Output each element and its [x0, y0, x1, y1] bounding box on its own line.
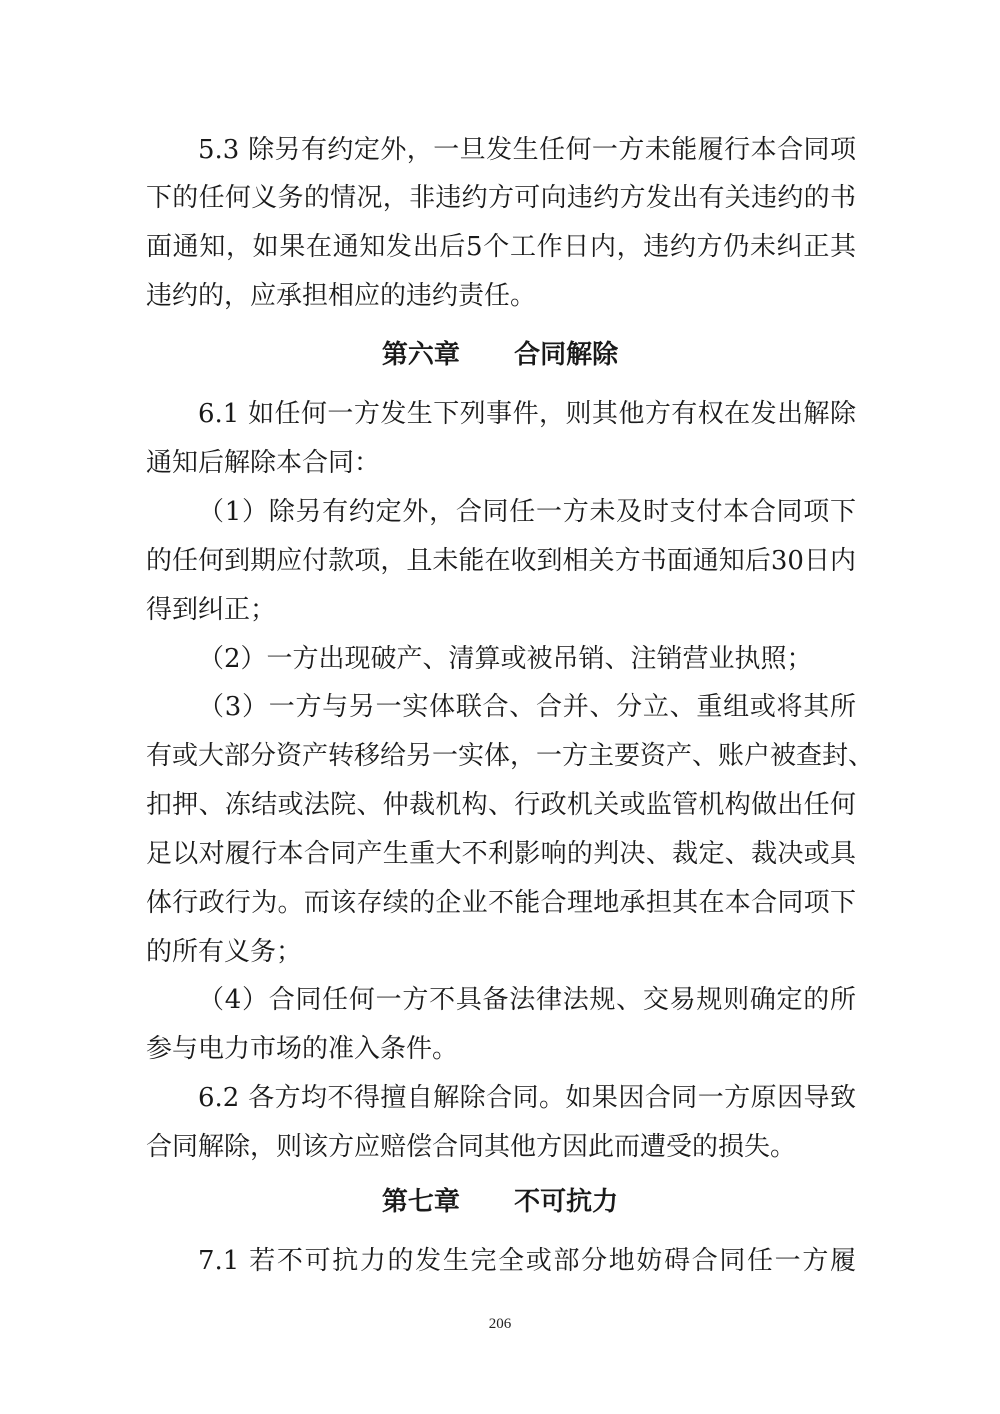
clause-5-3-line-3: 面通知，如果在通知发出后5个工作日内，违约方仍未纠正其 [146, 232, 856, 262]
clause-7-1-line-1: 7.1 若不可抗力的发生完全或部分地妨碍合同任一方履 [198, 1246, 856, 1276]
page-number: 206 [488, 1316, 512, 1332]
item-3-line-1: （3）一方与另一实体联合、合并、分立、重组或将其所 [198, 692, 856, 722]
item-4-line-2: 参与电力市场的准入条件。 [146, 1034, 459, 1064]
chapter-7-heading: 第七章 不可抗力 [381, 1187, 619, 1217]
clause-6-1-line-2: 通知后解除本合同： [146, 448, 381, 478]
item-3-line-6: 的所有义务； [146, 937, 303, 967]
clause-6-2-line-2: 合同解除，则该方应赔偿合同其他方因此而遭受的损失。 [146, 1132, 797, 1162]
clause-6-1-line-1: 6.1 如任何一方发生下列事件，则其他方有权在发出解除 [198, 399, 856, 429]
item-4-line-1: （4）合同任何一方不具备法律法规、交易规则确定的所 [198, 985, 856, 1015]
item-3-line-4: 足以对履行本合同产生重大不利影响的判决、裁定、裁决或具 [146, 839, 856, 869]
item-1-line-1: （1）除另有约定外，合同任一方未及时支付本合同项下 [198, 497, 856, 527]
clause-5-3-line-4: 违约的，应承担相应的违约责任。 [146, 281, 537, 311]
clause-5-3-line-1: 5.3 除另有约定外，一旦发生任何一方未能履行本合同项 [198, 135, 856, 165]
clause-6-2-line-1: 6.2 各方均不得擅自解除合同。如果因合同一方原因导致 [198, 1083, 856, 1113]
item-1-line-3: 得到纠正； [146, 595, 277, 625]
item-2-line-1: （2）一方出现破产、清算或被吊销、注销营业执照； [198, 644, 813, 674]
item-3-line-3: 扣押、冻结或法院、仲裁机构、行政机关或监管机构做出任何 [146, 790, 856, 820]
clause-5-3-line-2: 下的任何义务的情况，非违约方可向违约方发出有关违约的书 [146, 183, 856, 213]
chapter-6-heading: 第六章 合同解除 [381, 340, 619, 370]
item-1-line-2: 的任何到期应付款项，且未能在收到相关方书面通知后30日内 [146, 546, 856, 576]
item-3-line-2: 有或大部分资产转移给另一实体，一方主要资产、账户被查封、 [146, 741, 875, 771]
item-3-line-5: 体行政行为。而该存续的企业不能合理地承担其在本合同项下 [146, 888, 856, 918]
